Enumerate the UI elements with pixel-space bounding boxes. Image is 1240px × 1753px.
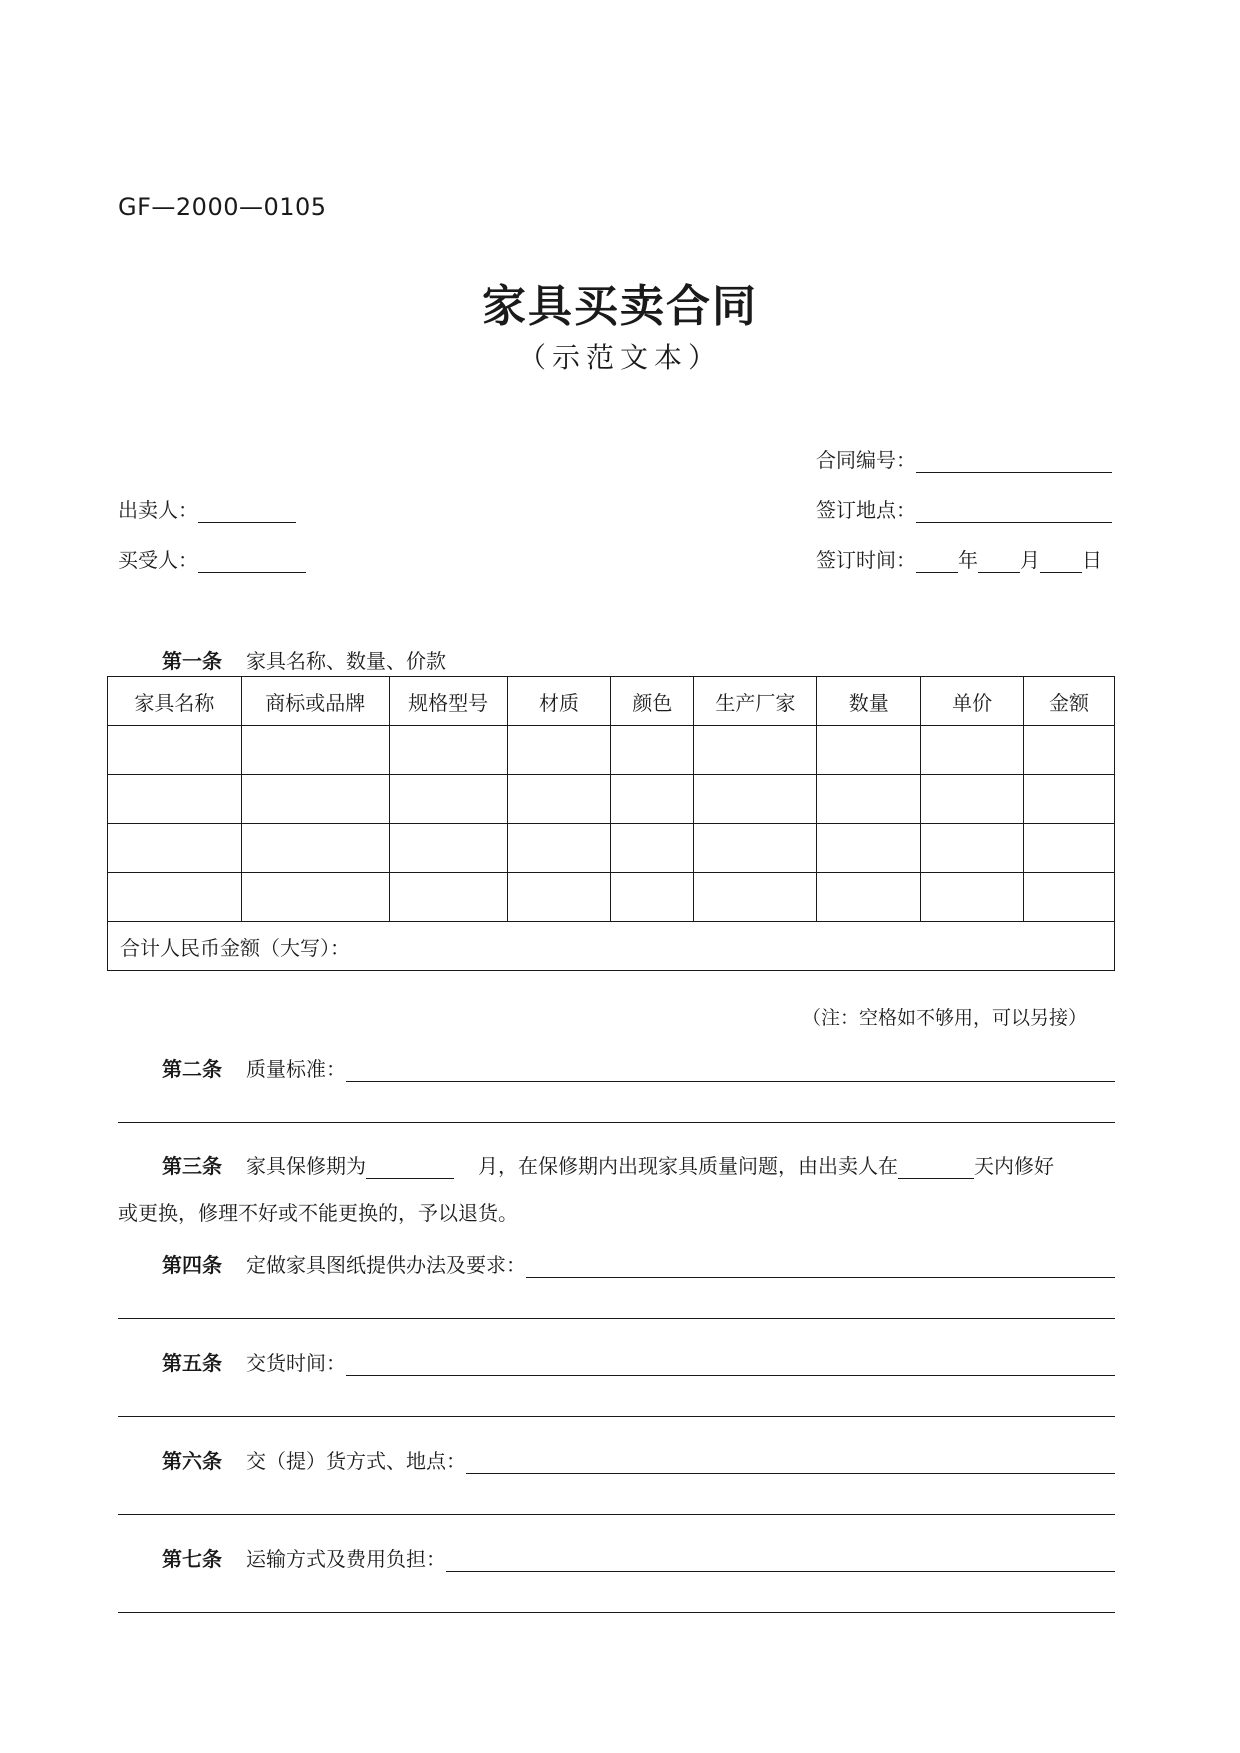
seller-field[interactable] [118,494,296,523]
article-5-continuation-line[interactable] [118,1416,1115,1417]
sign-month-blank[interactable] [978,550,1020,573]
seller-label: 出卖人： [118,498,198,522]
year-label: 年 [958,548,978,572]
contract-subtitle: （示范文本） [517,341,722,374]
contract-title: 家具买卖合同 [482,281,758,332]
col-header-color: 颜色 [611,677,694,726]
article-4-continuation-line[interactable] [118,1318,1115,1319]
transport-cost-blank[interactable] [446,1549,1115,1572]
delivery-method-blank[interactable] [466,1451,1115,1474]
article-5[interactable] [162,1347,1115,1376]
document-code: GF—2000—0105 [118,193,327,221]
article-2-continuation-line[interactable] [118,1122,1115,1123]
buyer-label: 买受人： [118,548,198,572]
repair-days-blank[interactable] [898,1156,974,1179]
furniture-table [107,676,1115,971]
article-6-label: 第六条 [162,1449,222,1473]
article-3-text-d: 或更换，修理不好或不能更换的，予以退货。 [118,1201,518,1225]
article-5-label: 第五条 [162,1351,222,1375]
table-row[interactable] [108,873,1115,922]
buyer-field[interactable] [118,544,306,573]
seller-blank[interactable] [198,500,296,523]
article-7[interactable] [162,1543,1115,1572]
sign-day-blank[interactable] [1040,550,1082,573]
day-label: 日 [1082,548,1102,572]
drawing-requirements-blank[interactable] [526,1255,1115,1278]
col-header-amount: 金额 [1024,677,1115,726]
sign-time-label: 签订时间： [816,548,916,572]
table-header-row [108,677,1115,726]
article-5-text: 交货时间： [246,1351,346,1375]
col-header-quantity: 数量 [817,677,921,726]
col-header-spec: 规格型号 [389,677,507,726]
article-4[interactable] [162,1249,1115,1278]
table-row[interactable] [108,824,1115,873]
article-6-continuation-line[interactable] [118,1514,1115,1515]
col-header-manufacturer: 生产厂家 [694,677,817,726]
article-4-text: 定做家具图纸提供办法及要求： [246,1253,526,1277]
article-1-text: 家具名称、数量、价款 [246,649,446,673]
table-row[interactable] [108,726,1115,775]
warranty-months-blank[interactable] [366,1156,454,1179]
article-3-text-b: 月，在保修期内出现家具质量问题，由出卖人在 [478,1154,898,1178]
article-3-text-c: 天内修好 [974,1154,1054,1178]
col-header-unit-price: 单价 [921,677,1024,726]
article-1 [162,645,446,674]
contract-number-label: 合同编号： [816,448,916,472]
article-7-label: 第七条 [162,1547,222,1571]
buyer-blank[interactable] [198,550,306,573]
sign-place-blank[interactable] [916,500,1112,523]
article-7-text: 运输方式及费用负担： [246,1547,446,1571]
sign-place-field[interactable] [816,494,1112,523]
article-2-label: 第二条 [162,1057,222,1081]
col-header-brand: 商标或品牌 [241,677,389,726]
month-label: 月 [1020,548,1040,572]
quality-standard-blank[interactable] [346,1059,1115,1082]
table-row[interactable] [108,775,1115,824]
article-2[interactable] [162,1053,1115,1082]
sign-time-field[interactable] [816,544,1102,573]
article-1-label: 第一条 [162,649,222,673]
article-3[interactable] [162,1150,1054,1179]
total-amount-label[interactable]: 合计人民币金额（大写）： [108,922,1115,971]
delivery-time-blank[interactable] [346,1353,1115,1376]
contract-number-field[interactable] [816,444,1112,473]
article-3-label: 第三条 [162,1154,222,1178]
sign-year-blank[interactable] [916,550,958,573]
article-7-continuation-line[interactable] [118,1612,1115,1613]
article-4-label: 第四条 [162,1253,222,1277]
article-6-text: 交（提）货方式、地点： [246,1449,466,1473]
table-note: （注：空格如不够用，可以另接） [802,1007,1088,1029]
table-total-row[interactable] [108,922,1115,971]
sign-place-label: 签订地点： [816,498,916,522]
contract-number-blank[interactable] [916,450,1112,473]
article-3-text-a: 家具保修期为 [246,1154,366,1178]
article-6[interactable] [162,1445,1115,1474]
article-2-text: 质量标准： [246,1057,346,1081]
col-header-name: 家具名称 [108,677,242,726]
col-header-material: 材质 [507,677,611,726]
